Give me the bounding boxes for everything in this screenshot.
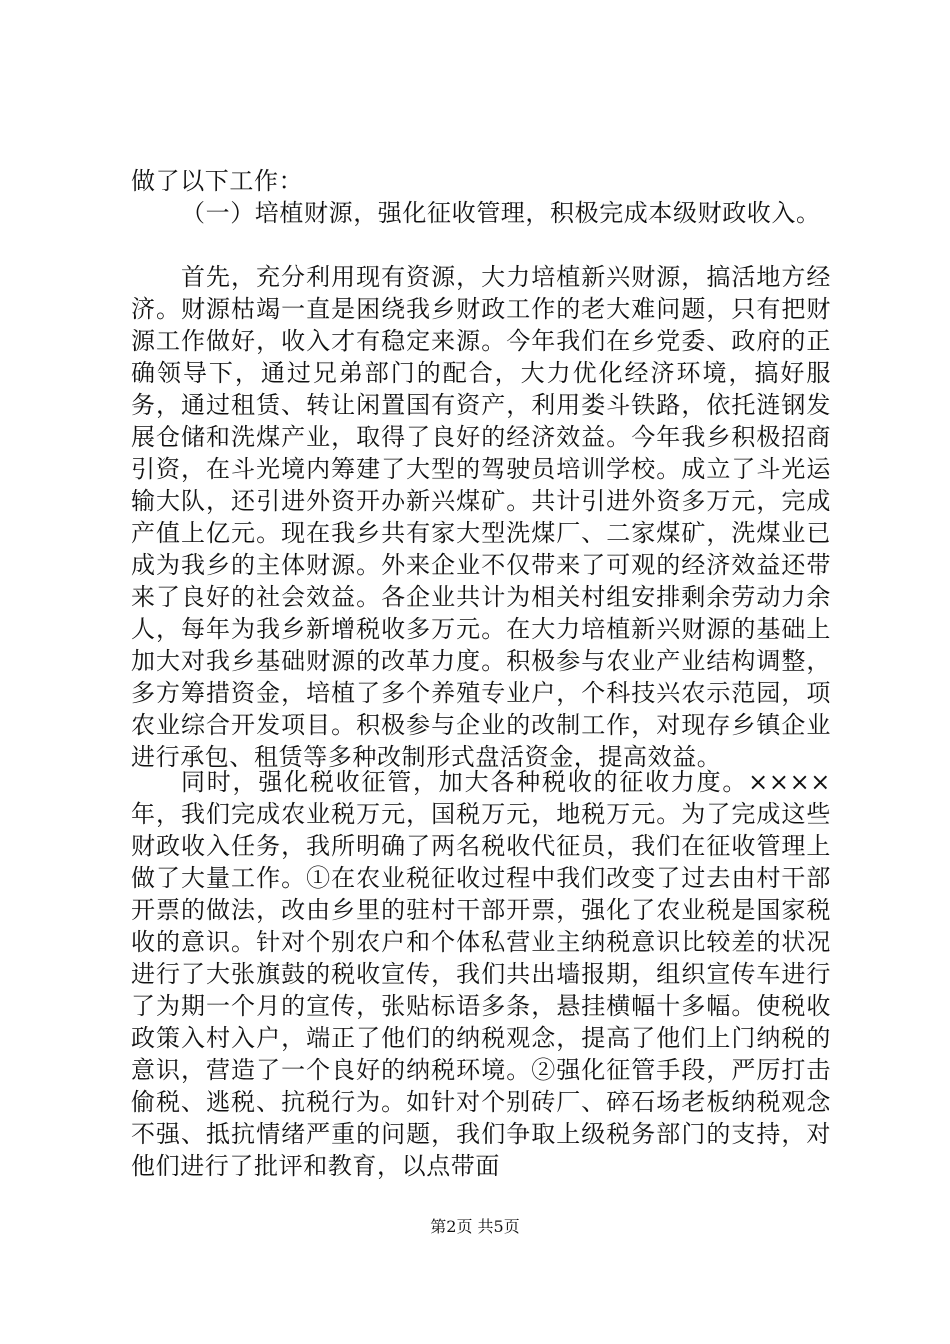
page-number-footer: 第2页 共5页 (430, 1217, 520, 1236)
intro-text: 做了以下工作： (131, 167, 304, 195)
body-paragraph: 首先，充分利用现有资源，大力培植新兴财源，搞活地方经济。财源枯竭一直是困绕我乡财政工作的老大难问题，只有把财源工作做好，收入才有稳定来源。今年我们在乡党委、政府的正确领导下，通过兄弟部门的配合，大力优化经济环境，搞好服务，通过租赁、转让闲置国有资产，利用娄斗铁路，依托涟钢发展仓储和洗煤产业，取得了良好的经济效益。今年我乡积极招商引资，在斗光境内筹建了大型的驾驶员培训学校。成立了斗光运输大队，还引进外资开办新兴煤矿。共计引进外资多万元，完成产值上亿元。现在我乡共有家大型洗煤厂、二家煤矿，洗煤业已成为我乡的主体财源。外来企业不仅带来了可观的经济效益还带来了良好的社会效益。各企业共计为相关村组安排剩余劳动力余人，每年为我乡新增税收多万元。在大力培植新兴财源的基础上加大对我乡基础财源的改革力度。积极参与农业产业结构调整，多方筹措资金，培植了多个养殖专业户，个科技兴农示范园，项农业综合开发项目。积极参与企业的改制工作，对现存乡镇企业进行承包、租赁等多种改制形式盘活资金，提高效益。 (131, 263, 831, 771)
body-paragraph: 同时，强化税收征管，加大各种税收的征收力度。××××年，我们完成农业税万元，国税万元，地税万元。为了完成这些财政收入任务，我所明确了两名税收代征员，我们在征收管理上做了大量工作。①在农业税征收过程中我们改变了过去由村干部开票的做法，改由乡里的驻村干部开票，强化了农业税是国家税收的意识。针对个别农户和个体私营业主纳税意识比较差的状况进行了大张旗鼓的税收宣传，我们共出墙报期，组织宣传车进行了为期一个月的宣传，张贴标语多条，悬挂横幅十多幅。使税收政策入村入户，端正了他们的纳税观念，提高了他们上门纳税的意识，营造了一个良好的纳税环境。②强化征管手段，严厉打击偷税、逃税、抗税行为。如针对个别砖厂、碎石场老板纳税观念不强、抵抗情绪严重的问题，我们争取上级税务部门的支持，对他们进行了批评和教育，以点带面 (131, 768, 831, 1180)
section-heading: （一）培植财源，强化征收管理，积极完成本级财政收入。 (181, 199, 821, 227)
